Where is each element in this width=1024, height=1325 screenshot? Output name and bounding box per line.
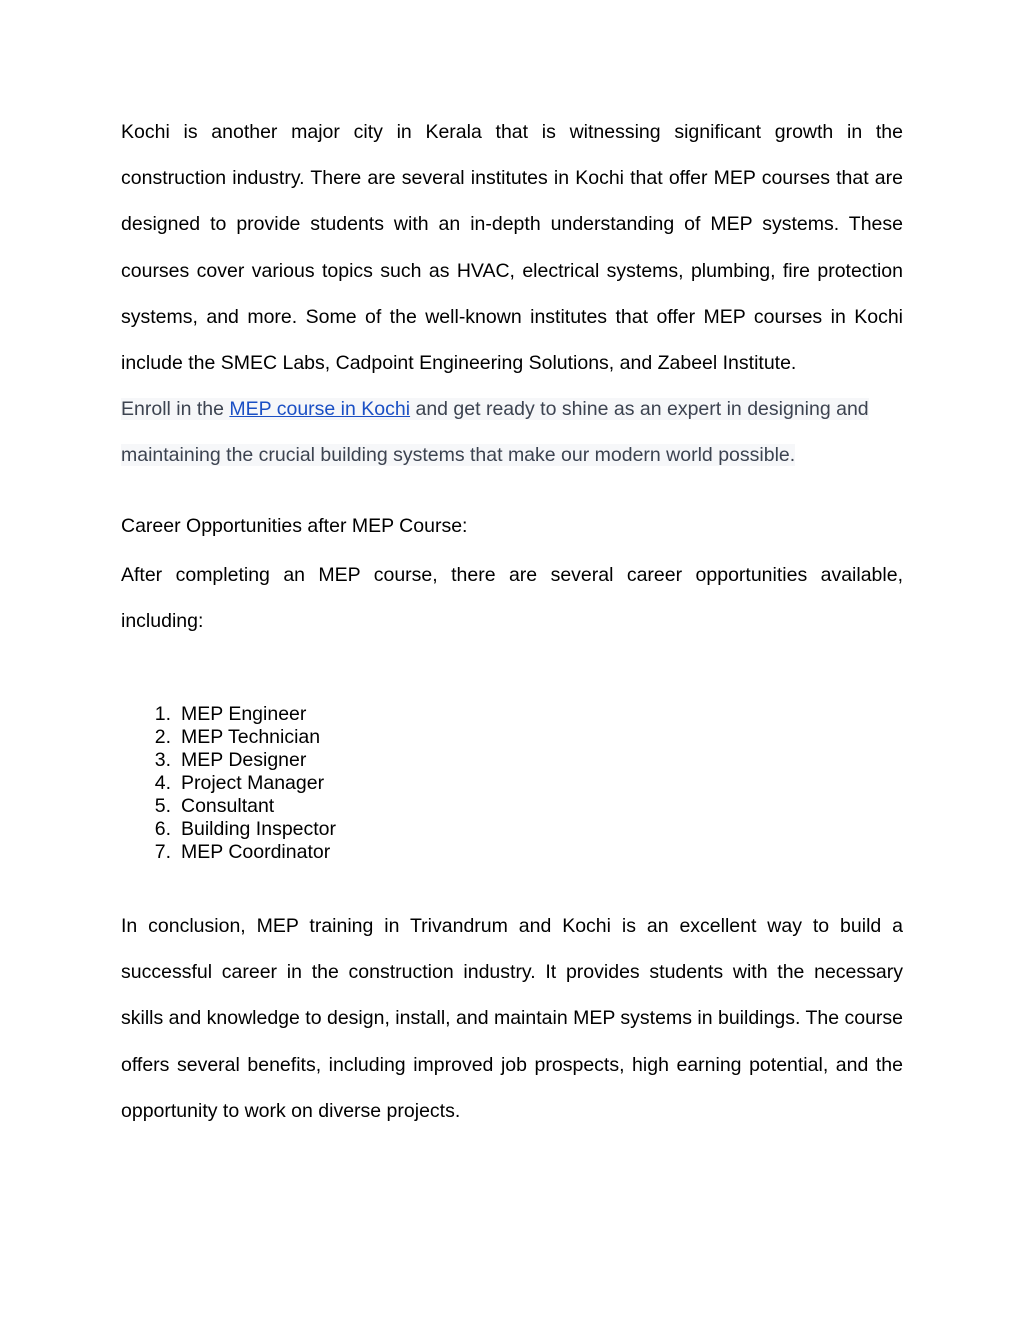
career-intro-paragraph: After completing an MEP course, there are several career opportunities available, including: <box>121 564 903 633</box>
list-item <box>121 772 336 795</box>
conclusion-paragraph: In conclusion, MEP training in Trivandrum and Kochi is an excellent way to build a successful career in the construction industry. It provides students with the necessary skills and knowledge to design, install, and maintain MEP systems in buildings. The course offers several benefits, including improved job prospects, high earning potential, and the opportunity to work on diverse projects. <box>121 915 903 1122</box>
career-heading: Career Opportunities after MEP Course: <box>121 515 468 537</box>
list-item-number: 3. <box>154 749 171 771</box>
career-list <box>121 703 336 864</box>
list-item-number: 4. <box>154 772 171 794</box>
enroll-text-before: Enroll in the <box>121 398 230 420</box>
list-item-label: MEP Coordinator <box>181 841 331 863</box>
list-item-number: 1. <box>154 703 171 725</box>
enroll-text-after: and get ready to shine as an expert in designing and maintaining the crucial building systems that make our modern world possible. <box>121 398 869 467</box>
enroll-highlight <box>121 398 869 466</box>
enroll-paragraph <box>121 386 903 478</box>
list-item <box>121 795 336 818</box>
list-item-number: 6. <box>154 818 171 840</box>
list-item-label: Project Manager <box>181 772 325 794</box>
list-item <box>121 703 336 726</box>
list-item-label: Consultant <box>181 795 275 817</box>
list-item <box>121 749 336 772</box>
list-item <box>121 818 336 841</box>
list-item <box>121 726 336 749</box>
list-item-number: 2. <box>154 726 171 748</box>
list-item-label: MEP Engineer <box>181 703 307 725</box>
kochi-paragraph: Kochi is another major city in Kerala that is witnessing significant growth in the construction industry. There are several institutes in Kochi that offer MEP courses that are designed to provide students with an in-depth understanding of MEP systems. These courses cover various topics such as HVAC, electrical systems, plumbing, fire protection systems, and more. Some of the well-known institutes that offer MEP courses in Kochi include the SMEC Labs, Cadpoint Engineering Solutions, and Zabeel Institute. <box>121 121 903 375</box>
mep-course-kochi-link[interactable]: MEP course in Kochi <box>229 398 411 420</box>
list-item-label: MEP Technician <box>181 726 321 748</box>
list-item-number: 5. <box>154 795 171 817</box>
list-item-label: Building Inspector <box>181 818 337 840</box>
list-item-number: 7. <box>154 841 171 863</box>
list-item-label: MEP Designer <box>181 749 307 771</box>
list-item <box>121 841 336 864</box>
